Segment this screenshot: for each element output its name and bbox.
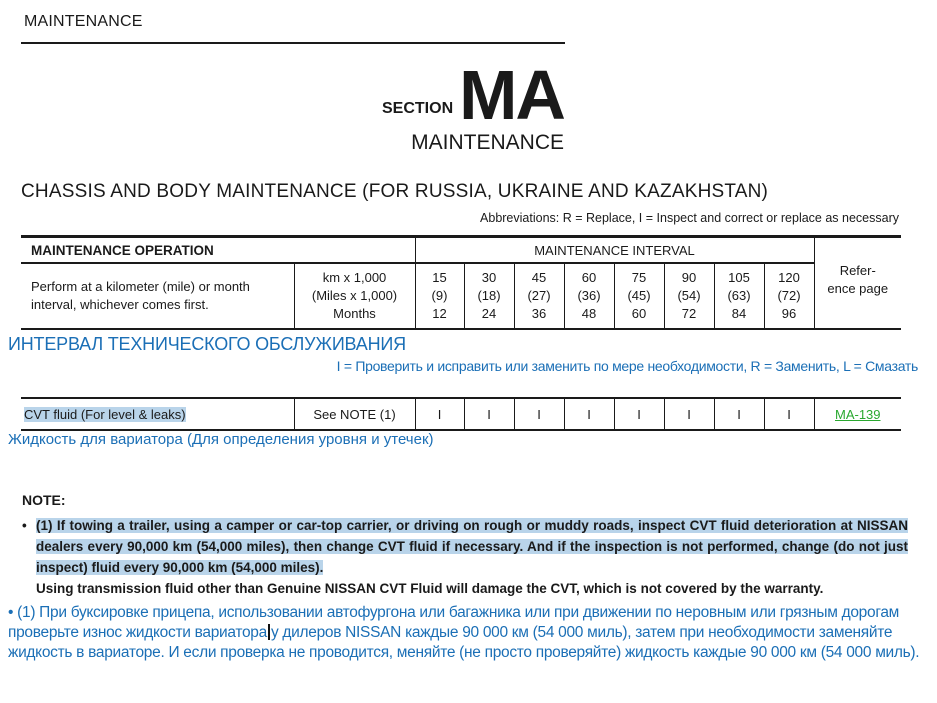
interval-months: 96 <box>781 306 797 321</box>
interval-miles: (54) <box>677 288 701 303</box>
interval-header-table <box>21 235 901 330</box>
running-head: MAINTENANCE <box>24 13 143 30</box>
translation-fluid: Жидкость для вариатора (Для определения уровня и утечек) <box>8 431 434 448</box>
interval-col <box>614 263 664 329</box>
interval-months: 12 <box>432 306 447 321</box>
interval-col <box>714 263 764 329</box>
interval-km: 15 <box>432 270 447 285</box>
reference-link[interactable]: MA-139 <box>834 406 881 422</box>
interval-miles: (72) <box>777 288 801 303</box>
note-label: NOTE: <box>22 492 66 508</box>
translation-note-part1: • (1) При буксировке прицепа, использовании автофургона или багажника или при движении по неровным или грязным дорогам проверьте износ жидкости вариатора <box>8 604 900 641</box>
interval-col <box>464 263 514 329</box>
item-cell <box>21 398 294 430</box>
interval-col <box>415 263 464 329</box>
interval-months: 24 <box>481 306 497 321</box>
note-body <box>22 515 908 599</box>
reference-header <box>814 237 901 330</box>
text-cursor <box>268 624 270 640</box>
unit-months: Months <box>333 306 376 321</box>
note-text <box>36 515 908 599</box>
interval-miles: (9) <box>431 288 448 303</box>
perform-line2: interval, whichever comes first. <box>31 297 209 312</box>
operation-header: MAINTENANCE OPERATION <box>21 237 415 264</box>
bullet: • <box>22 518 27 533</box>
interval-value: I <box>564 398 614 430</box>
translation-note[interactable] <box>8 603 923 663</box>
interval-miles: (18) <box>477 288 501 303</box>
interval-value: I <box>764 398 814 430</box>
header-rule <box>21 42 565 44</box>
cvt-fluid-table <box>21 397 901 431</box>
interval-miles: (45) <box>627 288 651 303</box>
interval-col <box>514 263 564 329</box>
interval-value: I <box>714 398 764 430</box>
reference-cell <box>814 398 901 430</box>
perform-text <box>21 263 294 329</box>
translation-abbreviations: I = Проверить и исправить или заменить по мере необходимости, R = Заменить, L = Смазать <box>336 358 918 374</box>
note-ref-cell: See NOTE (1) <box>294 398 415 430</box>
perform-line1: Perform at a kilometer (mile) or month <box>31 279 250 294</box>
interval-months: 48 <box>581 306 597 321</box>
reference-header-line1: Refer- <box>839 263 876 278</box>
interval-header: MAINTENANCE INTERVAL <box>415 237 814 264</box>
interval-miles: (36) <box>577 288 601 303</box>
interval-value: I <box>514 398 564 430</box>
interval-km: 105 <box>728 270 750 285</box>
section-word: SECTION <box>382 100 454 117</box>
note-highlighted-text[interactable]: (1) If towing a trailer, using a camper or car-top carrier, or driving on rough or muddy roads, inspect CVT fluid deterioration at NISSAN dealers every 90,000 km (54,000 miles), then change CVT fluid if necessary. And if the inspection is not performed, change (do not just inspect) fluid every 90,000 km (54,000 miles). <box>36 518 908 575</box>
interval-months: 84 <box>731 306 747 321</box>
interval-months: 36 <box>531 306 547 321</box>
interval-value: I <box>464 398 514 430</box>
unit-miles: (Miles x 1,000) <box>311 288 398 303</box>
interval-km: 120 <box>778 270 800 285</box>
abbreviations-legend: Abbreviations: R = Replace, I = Inspect and correct or replace as necessary <box>480 211 899 225</box>
page-title: CHASSIS AND BODY MAINTENANCE (FOR RUSSIA, UKRAINE AND KAZAKHSTAN) <box>21 181 769 202</box>
interval-col <box>764 263 814 329</box>
section-code: MA <box>459 56 564 134</box>
interval-months: 60 <box>631 306 647 321</box>
unit-labels <box>294 263 415 329</box>
interval-months: 72 <box>681 306 697 321</box>
interval-km: 75 <box>631 270 647 285</box>
table-row <box>21 398 901 430</box>
interval-value: I <box>614 398 664 430</box>
interval-miles: (63) <box>727 288 751 303</box>
reference-header-line2: ence page <box>827 281 889 296</box>
unit-km: km x 1,000 <box>322 270 387 285</box>
item-label[interactable]: CVT fluid (For level & leaks) <box>24 406 186 422</box>
note-warning: Using transmission fluid other than Genuine NISSAN CVT Fluid will damage the CVT, which is not covered by the warranty. <box>36 581 824 596</box>
translation-note-part2: у дилеров NISSAN каждые 90 000 км (54 000 миль), затем при необходимости заменяйте жидкость в вариаторе. И если проверка не проводится, меняйте (не просто проверяйте) жидкость каждые 90 000 км (54 000 миль). <box>8 624 920 661</box>
interval-col <box>564 263 614 329</box>
interval-km: 60 <box>581 270 597 285</box>
interval-km: 45 <box>531 270 547 285</box>
interval-col <box>664 263 714 329</box>
interval-value: I <box>664 398 714 430</box>
interval-km: 30 <box>481 270 497 285</box>
section-heading <box>382 56 564 134</box>
translation-interval-title: ИНТЕРВАЛ ТЕХНИЧЕСКОГО ОБСЛУЖИВАНИЯ <box>8 334 406 354</box>
section-title: MAINTENANCE <box>411 131 564 154</box>
interval-value: I <box>415 398 464 430</box>
interval-miles: (27) <box>527 288 551 303</box>
interval-km: 90 <box>681 270 697 285</box>
